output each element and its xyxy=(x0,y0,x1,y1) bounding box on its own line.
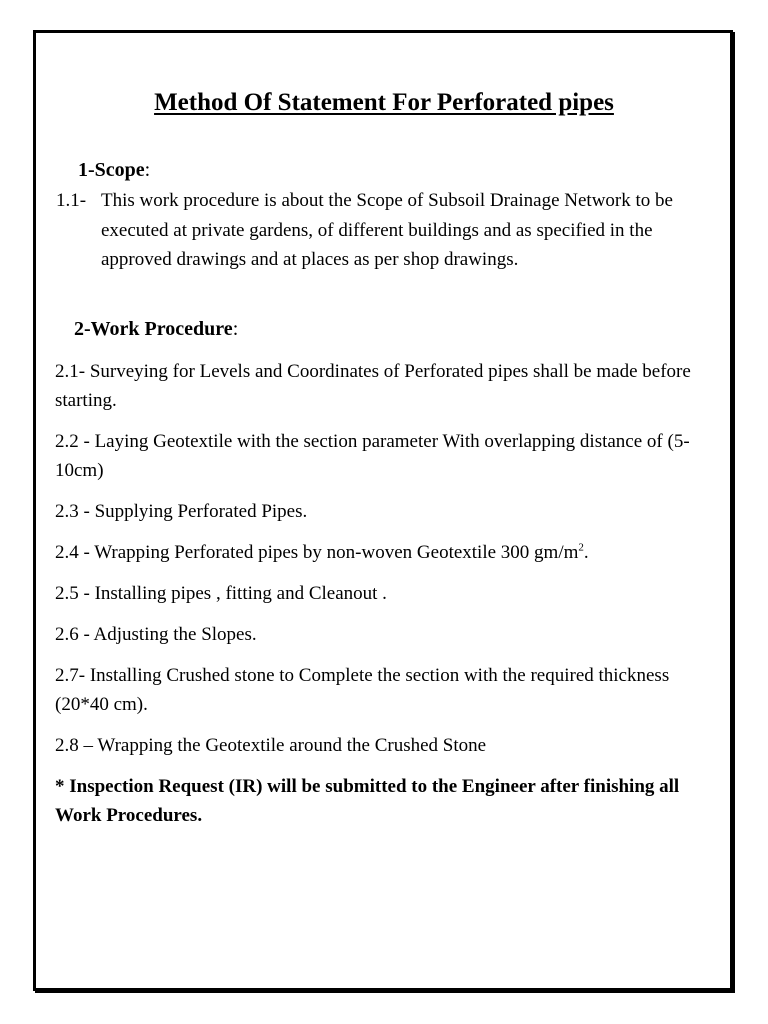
step-2-4-superscript: 2 xyxy=(578,541,584,554)
scope-heading xyxy=(78,157,150,183)
step-2-5: 2.5 - Installing pipes , fitting and Cleanout . xyxy=(55,583,387,604)
work-procedure-steps xyxy=(55,357,725,842)
step-2-8: 2.8 – Wrapping the Geotextile around the Crushed Stone xyxy=(55,735,487,756)
scope-item-1-1 xyxy=(56,186,726,275)
step-2-4-text: 2.4 - Wrapping Perforated pipes by non-woven Geotextile 300 gm/m xyxy=(55,542,579,563)
step-2-3: 2.3 - Supplying Perforated Pipes. xyxy=(55,501,308,522)
inspection-request-note: * Inspection Request (IR) will be submitted to the Engineer after finishing all Work Procedures. xyxy=(55,776,680,826)
step-2-2: 2.2 - Laying Geotextile with the section parameter With overlapping distance of (5-10cm) xyxy=(55,431,690,481)
scope-item-text: This work procedure is about the Scope of Subsoil Drainage Network to be executed at private gardens, of different buildings and as specified in the approved drawings and at places as per shop drawings. xyxy=(101,190,673,270)
work-procedure-heading xyxy=(74,316,238,342)
step-2-6: 2.6 - Adjusting the Slopes. xyxy=(55,624,257,645)
work-procedure-heading-colon: : xyxy=(232,318,239,340)
document-title xyxy=(0,88,768,118)
work-procedure-heading-text: 2-Work Procedure xyxy=(74,318,233,340)
scope-item-number: 1.1- xyxy=(56,190,87,211)
step-2-1: 2.1- Surveying for Levels and Coordinates of Perforated pipes shall be made before starting. xyxy=(55,361,691,411)
document-title-text: Method Of Statement For Perforated pipes xyxy=(154,89,614,116)
step-2-4 xyxy=(55,538,725,567)
step-2-4-end: . xyxy=(583,542,589,563)
step-2-7: 2.7- Installing Crushed stone to Complete the section with the required thickness (20*40 cm). xyxy=(55,665,670,715)
scope-heading-colon: : xyxy=(144,159,151,181)
scope-heading-text: 1-Scope xyxy=(78,159,145,181)
